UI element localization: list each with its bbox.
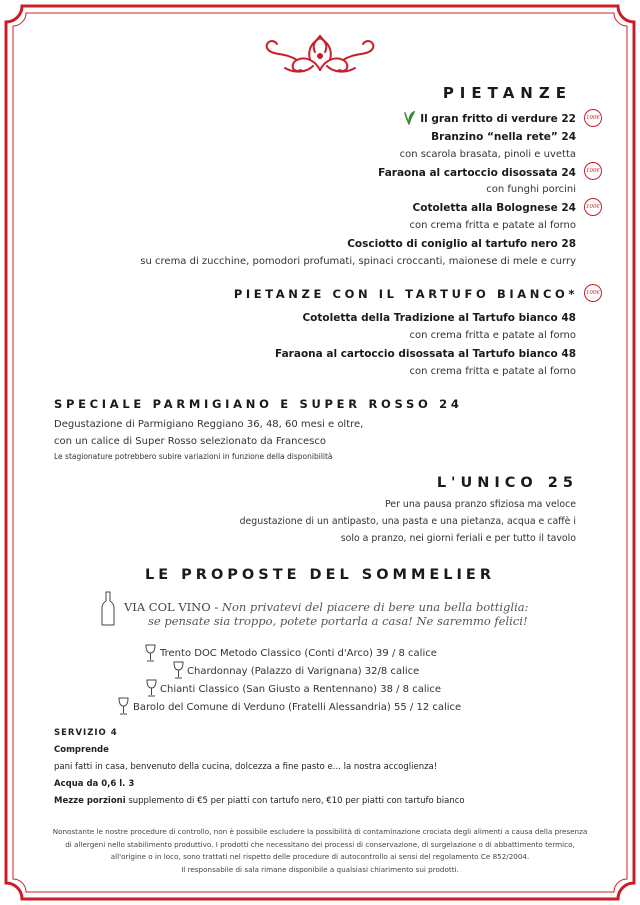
dish-gran-fritto: Il gran fritto di verdure 22 [420, 113, 576, 125]
wine-trento: Trento DOC Metodo Classico (Conti d'Arco) 39 / 8 calice [160, 648, 437, 659]
wine-glass-icon [145, 644, 156, 662]
wine-glass-icon [118, 697, 129, 715]
dish-cotoletta: Cotoletta alla Bolognese 24 [412, 202, 576, 214]
dish-branzino-desc: con scarola brasata, pinoli e uvetta [399, 149, 576, 160]
dish-branzino: Branzino “nella rete” 24 [431, 131, 576, 143]
via-col-vino-text-2: se pensate sia troppo, potete portarla a casa! Ne saremmo felici! [148, 614, 528, 628]
unico-line-2: degustazione di un antipasto, una pasta e una pietanza, acqua e caffè i [239, 516, 576, 527]
speciale-line-2: con un calice di Super Rosso selezionato da Francesco [54, 436, 326, 447]
speciale-note: Le stagionature potrebbero subire variazioni in funzione della disponibilità [54, 452, 333, 461]
wine-glass-icon [146, 679, 157, 697]
disclaimer-line: Nonostante le nostre procedure di controllo, non è possibile escludere la possibilità di contaminazione crociata degli alimenti a causa della presenza [52, 827, 588, 836]
via-col-vino-line-1 [124, 596, 529, 615]
mezze-porzioni [54, 796, 465, 806]
wine-glass-icon [173, 661, 184, 679]
dish-cosciotto-desc: su crema di zucchine, pomodori profumati, spinaci croccanti, maionese di mele e curry [140, 256, 576, 267]
dish-cotoletta-tartufo-desc: con crema fritta e patate al forno [409, 330, 576, 341]
disclaimer-line: all'origine o in loco, sono trattati nel rispetto delle procedure di autocontrollo ai sensi del regolamento Ce 852/2004. [110, 852, 530, 861]
section-title-speciale: SPECIALE PARMIGIANO E SUPER ROSSO 24 [54, 397, 463, 411]
wine-bottle-icon [101, 591, 115, 627]
mezze-label: Mezze porzioni [54, 796, 126, 806]
dish-faraona-tartufo-desc: con crema fritta e patate al forno [409, 366, 576, 377]
wine-chardonnay: Chardonnay (Palazzo di Varignana) 32/8 calice [187, 666, 420, 677]
dish-faraona: Faraona al cartoccio disossata 24 [378, 167, 576, 179]
badge-100-icon: 100€ [584, 284, 602, 302]
disclaimer-line: Il responsabile di sala rimane disponibile a qualsiasi chiarimento sui prodotti. [181, 864, 459, 874]
via-col-vino-label: VIA COL VINO - [124, 600, 222, 614]
disclaimer-line: di allergeni nello stabilimento produttivo. I prodotti che necessitano dei processi di conservazione, di surgelazione o di abbattimento termico, [65, 839, 575, 849]
dish-cotoletta-tartufo: Cotoletta della Tradizione al Tartufo bianco 48 [302, 312, 576, 324]
leaf-icon [403, 111, 415, 125]
wine-barolo: Barolo del Comune di Verduno (Fratelli Alessandria) 55 / 12 calice [133, 702, 462, 713]
ornament-flourish [255, 30, 385, 78]
section-title-tartufo: PIETANZE CON IL TARTUFO BIANCO* [233, 287, 578, 301]
badge-100-icon: 100€ [584, 198, 602, 216]
allergen-disclaimer [30, 826, 610, 876]
servizio: SERVIZIO 4 [54, 728, 118, 738]
section-title-unico: L'UNICO 25 [436, 475, 578, 491]
badge-100-icon: 100€ [584, 162, 602, 180]
dish-cotoletta-desc: con crema fritta e patate al forno [409, 220, 576, 231]
unico-line-1: Per una pausa pranzo sfiziosa ma veloce [384, 499, 576, 510]
section-title-sommelier: LE PROPOSTE DEL SOMMELIER [144, 567, 496, 583]
comprende-label: Comprende [54, 745, 109, 755]
section-title-pietanze: PIETANZE [442, 84, 572, 102]
badge-100-icon: 100€ [584, 109, 602, 127]
mezze-text: supplemento di €5 per piatti con tartufo nero, €10 per piatti con tartufo bianco [125, 796, 465, 806]
dish-faraona-desc: con funghi porcini [486, 184, 576, 195]
dish-cosciotto: Cosciotto di coniglio al tartufo nero 28 [347, 238, 576, 250]
wine-chianti: Chianti Classico (San Giusto a Rentennano) 38 / 8 calice [160, 684, 442, 695]
comprende-text: pani fatti in casa, benvenuto della cucina, dolcezza a fine pasto e... la nostra accoglienza! [54, 762, 438, 772]
speciale-line-1: Degustazione di Parmigiano Reggiano 36, 48, 60 mesi e oltre, [54, 419, 364, 430]
acqua: Acqua da 0,6 l. 3 [54, 779, 135, 789]
via-col-vino-text-1: Non privatevi del piacere di bere una bella bottiglia: [221, 600, 529, 614]
dish-faraona-tartufo: Faraona al cartoccio disossata al Tartufo bianco 48 [275, 348, 576, 360]
unico-line-3: solo a pranzo, nei giorni feriali e per tutto il tavolo [340, 533, 576, 544]
